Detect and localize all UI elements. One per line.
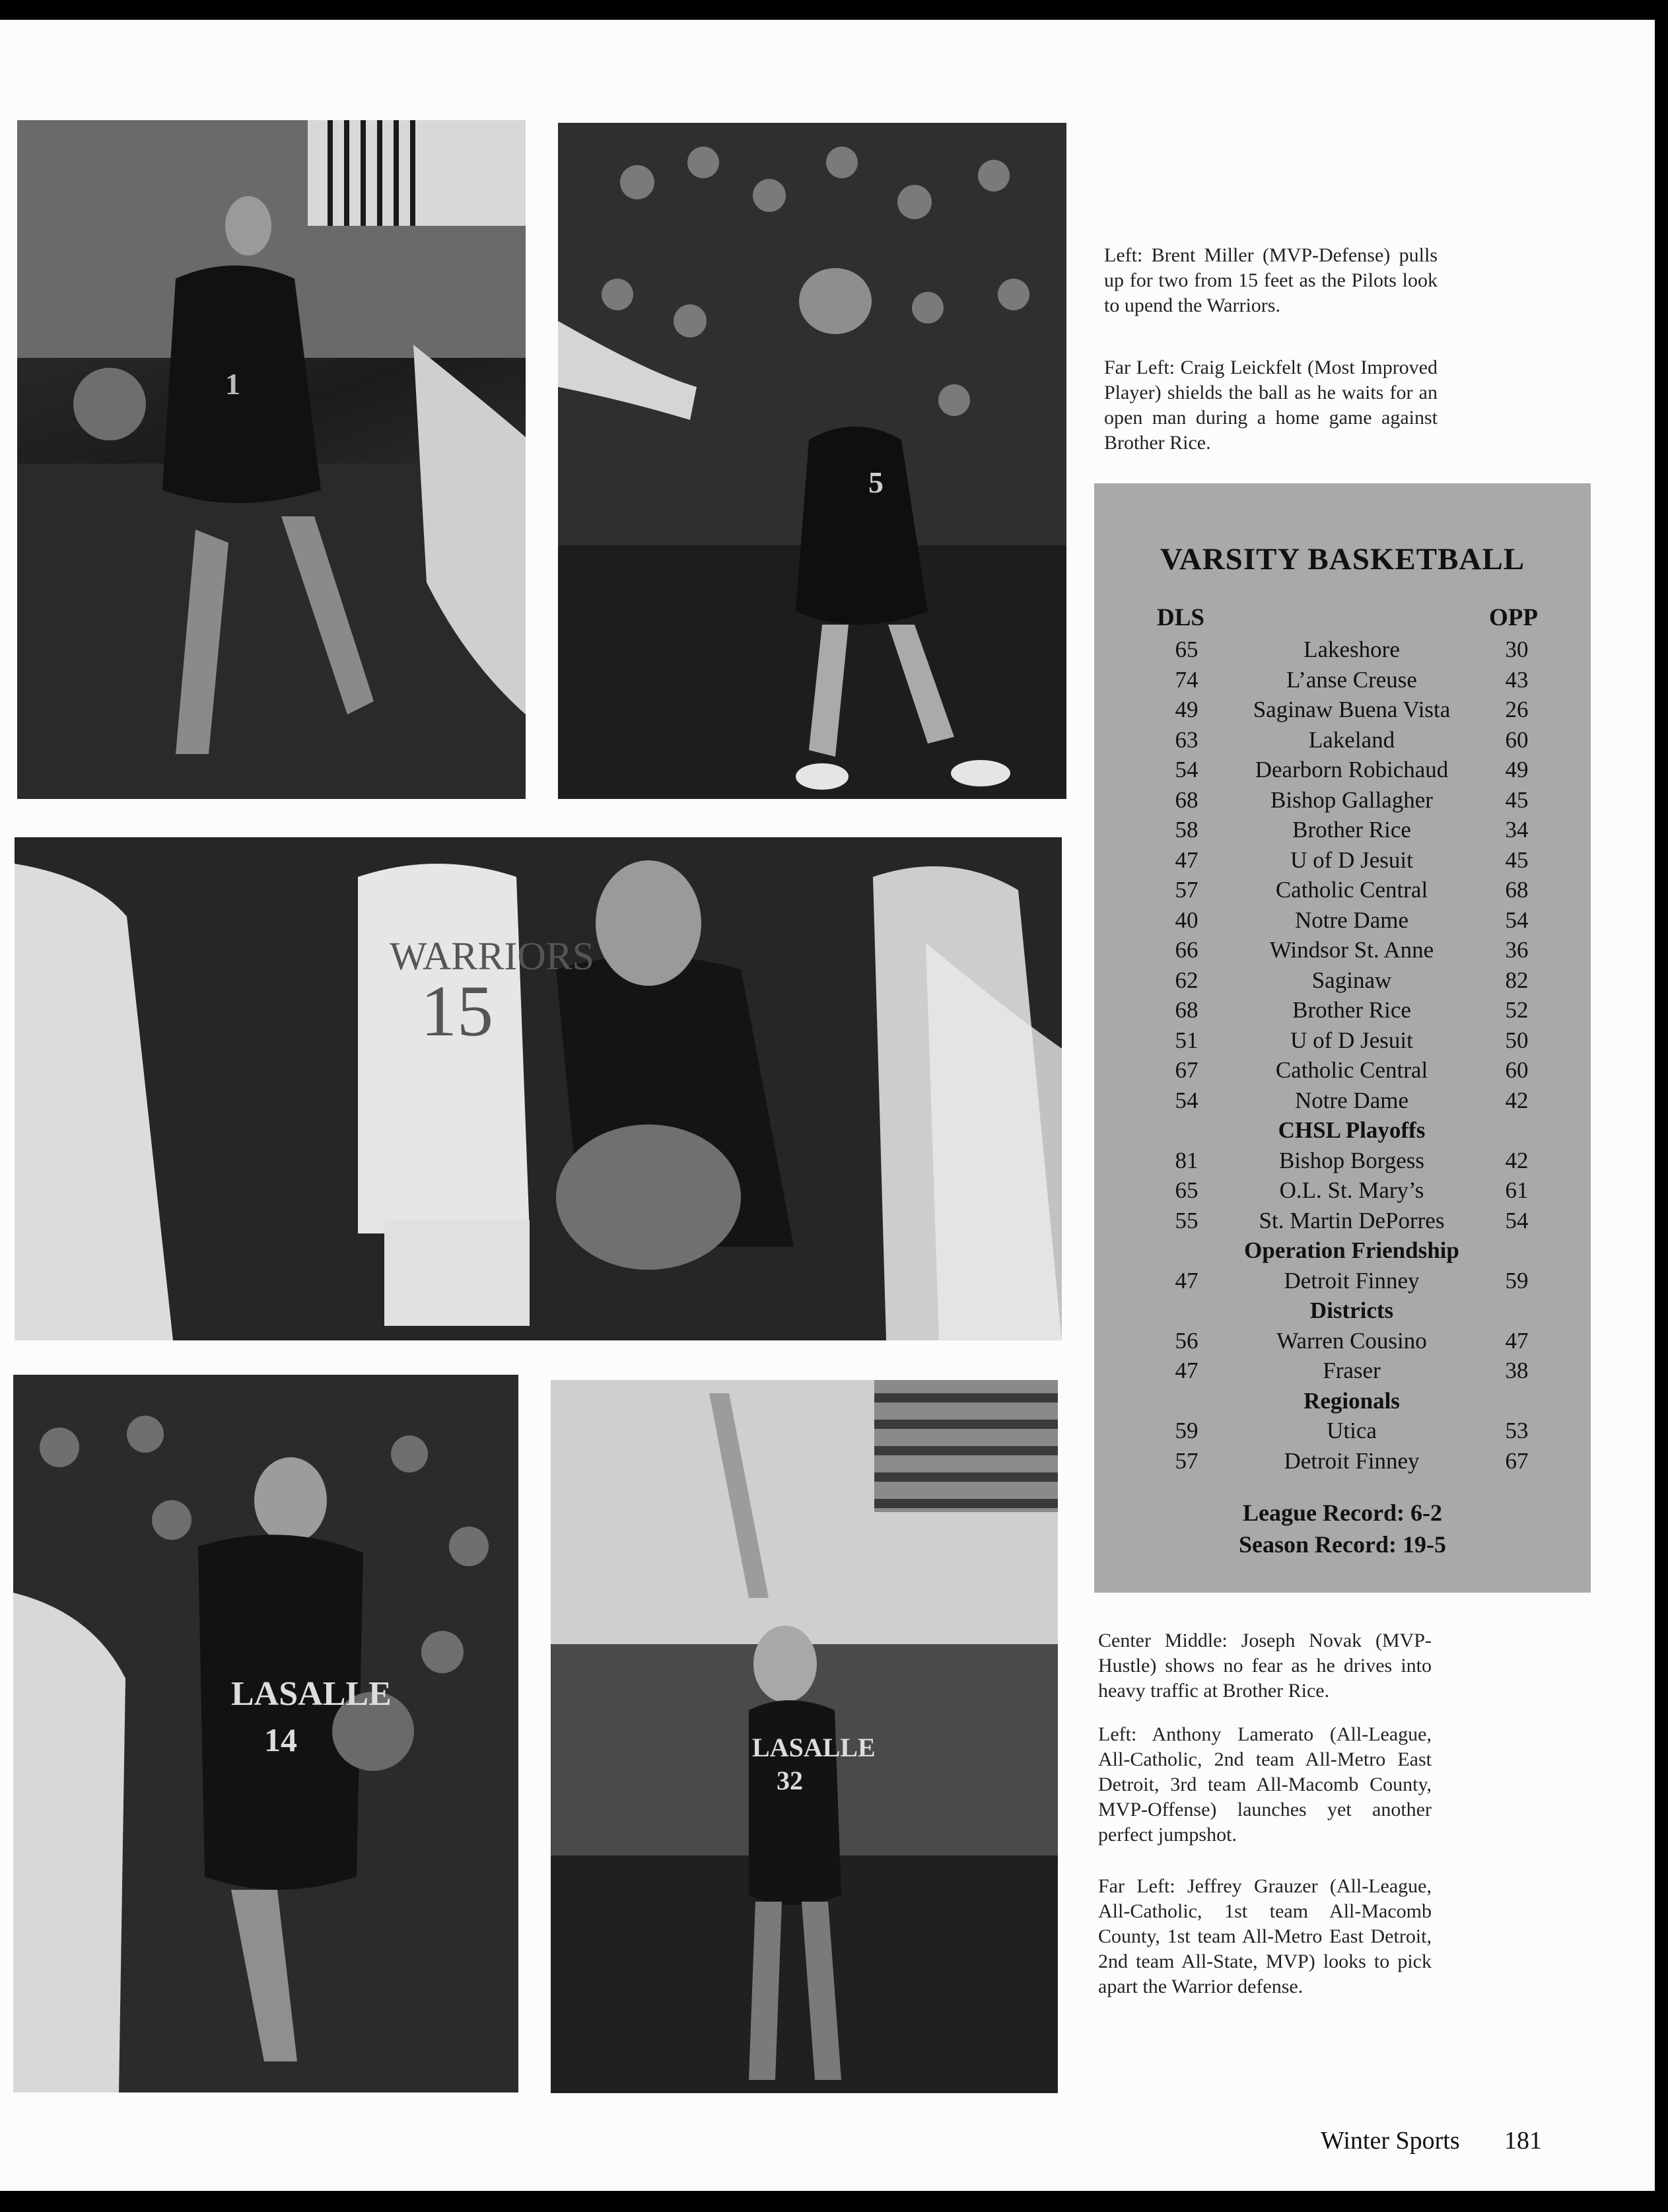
score-row <box>1094 634 1591 664</box>
dls-score: 49 <box>1175 697 1199 722</box>
score-row <box>1094 1175 1591 1205</box>
score-row <box>1094 965 1591 995</box>
opp-score: 59 <box>1505 1267 1529 1294</box>
p4-jersey-number: 14 <box>264 1721 297 1758</box>
score-row <box>1094 1054 1591 1085</box>
varsity-basketball-scoreboard <box>1094 483 1591 1593</box>
opponent-name: Saginaw Buena Vista <box>1253 697 1451 722</box>
score-section-heading <box>1094 1235 1591 1265</box>
score-section-heading <box>1094 1115 1591 1145</box>
section-label: Regionals <box>1303 1387 1400 1414</box>
section-label: Operation Friendship <box>1244 1237 1459 1263</box>
opp-score: 36 <box>1505 937 1529 963</box>
caption-jeffrey-grauzer: Far Left: Jeffrey Grauzer (All-League, All-Catholic, 1st team All-Macomb County, 1st team All-Metro East Detroit, 2nd team All-State, MVP) looks to pick apart the Warrior defense. <box>1098 1875 1432 1997</box>
opp-score: 61 <box>1505 1177 1529 1203</box>
league-record: League Record: 6-2 <box>1243 1500 1442 1526</box>
opp-score: 52 <box>1505 997 1529 1023</box>
score-row <box>1094 994 1591 1025</box>
opp-score: 67 <box>1505 1447 1529 1474</box>
opp-score: 30 <box>1505 637 1529 662</box>
dls-score: 54 <box>1175 757 1199 782</box>
dls-score: 65 <box>1175 637 1199 662</box>
yearbook-page <box>0 20 1655 2191</box>
opponent-name: Notre Dame <box>1294 907 1408 933</box>
p1-jersey-number: 1 <box>225 367 240 401</box>
opp-score: 54 <box>1505 907 1529 933</box>
opponent-name: St. Martin DePorres <box>1259 1207 1445 1233</box>
dls-score: 62 <box>1175 967 1199 993</box>
dls-score: 81 <box>1175 1147 1199 1173</box>
opp-score: 42 <box>1505 1087 1529 1113</box>
dls-score: 47 <box>1175 847 1199 873</box>
dls-score: 51 <box>1175 1027 1199 1053</box>
opp-score: 26 <box>1505 697 1529 722</box>
caption-brent-miller: Left: Brent Miller (MVP-Defense) pulls up for two from 15 feet as the Pilots look to upend the Warriors. <box>1104 244 1438 316</box>
opponent-name: Fraser <box>1323 1358 1381 1383</box>
score-row <box>1094 1355 1591 1385</box>
opp-score: 82 <box>1505 967 1529 993</box>
score-row <box>1094 814 1591 845</box>
caption-craig-leickfelt: Far Left: Craig Leickfelt (Most Improved Player) shields the ball as he waits for an open man during a home game against Brother Rice. <box>1104 357 1438 454</box>
p5-jersey-number: 32 <box>777 1766 803 1795</box>
score-row <box>1094 874 1591 905</box>
opp-score: 50 <box>1505 1027 1529 1053</box>
footer-section-label: Winter Sports <box>1321 2127 1460 2155</box>
dls-score: 56 <box>1175 1327 1199 1354</box>
opponent-name: O.L. St. Mary’s <box>1279 1177 1424 1203</box>
dls-score: 68 <box>1175 786 1199 813</box>
opp-score: 34 <box>1505 817 1529 843</box>
p3-opponent-jersey-text: WARRIORS <box>390 934 595 978</box>
score-row <box>1094 1325 1591 1356</box>
p5-jersey-text: LASALLE <box>752 1733 876 1762</box>
photo-anthony-lamerato-jumpshot <box>551 1380 1058 2093</box>
opponent-name: Brother Rice <box>1292 997 1411 1023</box>
dls-score: 67 <box>1175 1057 1199 1083</box>
opponent-name: Lakeshore <box>1303 637 1400 662</box>
dls-score: 57 <box>1175 1447 1199 1474</box>
dls-score: 65 <box>1175 1177 1199 1203</box>
score-row <box>1094 934 1591 965</box>
photo-player-shooting-crowd <box>558 123 1066 799</box>
dls-score: 54 <box>1175 1087 1199 1113</box>
dls-score: 58 <box>1175 817 1199 843</box>
opponent-name: Bishop Borgess <box>1278 1147 1425 1173</box>
season-record: Season Record: 19-5 <box>1239 1531 1446 1558</box>
opp-score: 60 <box>1505 726 1529 753</box>
caption-joseph-novak: Center Middle: Joseph Novak (MVP-Hustle) shows no fear as he drives into heavy traffic at Brother Rice. <box>1098 1630 1432 1702</box>
opp-score: 43 <box>1505 666 1529 693</box>
opponent-name: Saginaw <box>1311 967 1392 993</box>
score-row <box>1094 845 1591 875</box>
photo-brent-miller-dribbling <box>17 120 526 799</box>
column-header-opp: OPP <box>1489 604 1538 631</box>
p2-jersey-number: 5 <box>868 466 884 499</box>
opponent-name: U of D Jesuit <box>1290 847 1413 873</box>
section-label: CHSL Playoffs <box>1278 1117 1426 1143</box>
opponent-name: Lakeland <box>1308 726 1395 753</box>
page-number: 181 <box>1504 2127 1542 2155</box>
photo-joseph-novak-drive <box>15 837 1062 1340</box>
score-row <box>1094 1145 1591 1175</box>
opponent-name: Catholic Central <box>1275 1057 1428 1083</box>
score-row <box>1094 905 1591 935</box>
opponent-name: Windsor St. Anne <box>1269 937 1434 963</box>
score-row <box>1094 1205 1591 1235</box>
opp-score: 42 <box>1505 1147 1529 1173</box>
score-row <box>1094 1445 1591 1476</box>
score-section-heading <box>1094 1385 1591 1416</box>
score-row <box>1094 694 1591 724</box>
opponent-name: Warren Cousino <box>1276 1327 1427 1354</box>
opponent-name: Notre Dame <box>1294 1087 1408 1113</box>
score-row <box>1094 1265 1591 1296</box>
score-rows <box>1094 634 1591 1475</box>
score-row <box>1094 1085 1591 1115</box>
opponent-name: L’anse Creuse <box>1286 666 1417 693</box>
opp-score: 54 <box>1505 1207 1529 1233</box>
dls-score: 47 <box>1175 1358 1199 1383</box>
dls-score: 57 <box>1175 877 1199 903</box>
opp-score: 53 <box>1505 1418 1529 1443</box>
dls-score: 74 <box>1175 666 1199 693</box>
opp-score: 45 <box>1505 847 1529 873</box>
score-row <box>1094 664 1591 695</box>
opponent-name: Dearborn Robichaud <box>1255 757 1449 782</box>
photo-jeffrey-grauzer-dribbling <box>13 1375 518 2092</box>
scoreboard-title: VARSITY BASKETBALL <box>1160 542 1525 576</box>
caption-anthony-lamerato: Left: Anthony Lamerato (All-League, All-Catholic, 2nd team All-Metro East Detroit, 3rd team All-Macomb County, MVP-Offense) launches yet another perfect jumpshot. <box>1098 1723 1432 1846</box>
opponent-name: Detroit Finney <box>1284 1447 1420 1474</box>
score-section-heading <box>1094 1295 1591 1325</box>
dls-score: 47 <box>1175 1267 1199 1294</box>
dls-score: 40 <box>1175 907 1199 933</box>
score-row <box>1094 754 1591 784</box>
dls-score: 68 <box>1175 997 1199 1023</box>
opponent-name: Bishop Gallagher <box>1270 786 1433 813</box>
dls-score: 55 <box>1175 1207 1199 1233</box>
p3-opponent-jersey-number: 15 <box>421 971 493 1051</box>
p4-jersey-text: LASALLE <box>231 1675 392 1713</box>
score-row <box>1094 724 1591 755</box>
opp-score: 45 <box>1505 786 1529 813</box>
opp-score: 38 <box>1505 1358 1529 1383</box>
opp-score: 68 <box>1505 877 1529 903</box>
column-header-dls: DLS <box>1157 604 1204 631</box>
opponent-name: U of D Jesuit <box>1290 1027 1413 1053</box>
score-row <box>1094 784 1591 815</box>
section-label: Districts <box>1309 1297 1394 1323</box>
dls-score: 66 <box>1175 937 1199 963</box>
dls-score: 63 <box>1175 726 1199 753</box>
opp-score: 47 <box>1505 1327 1529 1354</box>
opp-score: 60 <box>1505 1057 1529 1083</box>
dls-score: 59 <box>1175 1418 1199 1443</box>
opponent-name: Detroit Finney <box>1284 1267 1420 1294</box>
opp-score: 49 <box>1505 757 1529 782</box>
score-row <box>1094 1415 1591 1445</box>
score-row <box>1094 1025 1591 1055</box>
opponent-name: Utica <box>1327 1418 1377 1443</box>
opponent-name: Brother Rice <box>1292 817 1411 843</box>
opponent-name: Catholic Central <box>1275 877 1428 903</box>
